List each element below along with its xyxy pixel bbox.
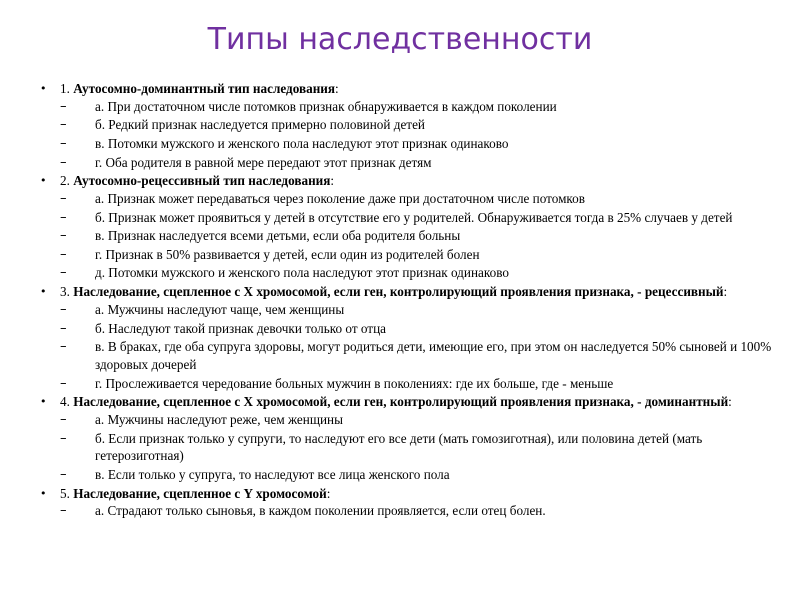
list-item: – а. Признак может передаваться через поколение даже при достаточном числе потомков: [60, 191, 585, 207]
bullet-icon: •: [40, 395, 47, 409]
bullet-icon: •: [40, 82, 47, 95]
section-heading-suffix: :: [728, 394, 732, 410]
section-heading: [60, 393, 780, 411]
section-heading-suffix: :: [326, 485, 331, 501]
section-heading-text: Наследование, сцепленное с Y хромосомой: [73, 485, 327, 501]
section-items: [60, 502, 780, 520]
list-item: – в. Если только у супруга, то наследуют все лица женского пола: [60, 466, 450, 482]
section-3: [40, 283, 780, 392]
section-heading-text: Наследование, сцепленное с X хромосомой, если ген, контролирующий проявления признака, - рецессивный: [73, 284, 724, 300]
section-items: [60, 190, 780, 282]
section-heading: [60, 80, 780, 98]
section-items: [60, 411, 780, 484]
list-item: – б. Признак может проявиться у детей в отсутствие его у родителей. Обнаруживается тогда в 25% случаев у детей: [60, 209, 733, 225]
list-item: – б. Редкий признак наследуется примерно половиной детей: [60, 117, 425, 133]
section-4: [40, 393, 780, 484]
section-1: [40, 80, 780, 171]
dash-icon: –: [60, 466, 67, 482]
section-heading-text: Наследование, сцепленное с X хромосомой, если ген, контролирующий проявления признака, - доминантный: [73, 394, 729, 410]
dash-icon: –: [60, 135, 67, 151]
list-item: – в. Потомки мужского и женского пола наследуют этот признак одинаково: [60, 135, 509, 151]
dash-icon: –: [60, 301, 67, 317]
section-5: [40, 485, 780, 521]
section-number: 4.: [60, 394, 70, 410]
section-heading: [60, 172, 780, 190]
inheritance-types-list: [40, 80, 780, 521]
section-number: 5.: [60, 485, 70, 501]
list-item: – д. Потомки мужского и женского пола наследуют этот признак одинаково: [60, 265, 509, 281]
dash-icon: –: [60, 246, 67, 262]
dash-icon: –: [60, 117, 67, 133]
dash-icon: –: [60, 191, 67, 207]
dash-icon: –: [60, 430, 67, 446]
section-heading-text: Аутосомно-доминантный тип наследования: [73, 81, 336, 96]
list-item: – а. При достаточном числе потомков признак обнаруживается в каждом поколении: [60, 98, 557, 114]
list-item: – б. Если признак только у супруги, то наследуют его все дети (мать гомозиготная), или половина детей (мать гетерозиготная): [60, 430, 703, 464]
dash-icon: –: [60, 265, 67, 281]
dash-icon: –: [60, 228, 67, 244]
dash-icon: –: [60, 375, 67, 391]
section-heading: [60, 283, 780, 301]
list-item: – б. Наследуют такой признак девочки только от отца: [60, 320, 386, 336]
section-number: 1.: [60, 81, 70, 96]
dash-icon: –: [60, 339, 67, 355]
bullet-icon: •: [40, 486, 47, 500]
dash-icon: –: [60, 98, 67, 114]
dash-icon: –: [60, 209, 67, 225]
list-item: – г. Прослеживается чередование больных мужчин в поколениях: где их больше, где - меньше: [60, 375, 614, 391]
section-heading-suffix: :: [335, 81, 339, 96]
bullet-icon: •: [40, 174, 47, 188]
dash-icon: –: [60, 411, 67, 427]
list-item: – а. Страдают только сыновья, в каждом поколении проявляется, если отец болен.: [60, 503, 546, 519]
section-number: 2.: [60, 173, 70, 189]
section-items: [60, 301, 780, 392]
dash-icon: –: [60, 320, 67, 336]
list-item: – а. Мужчины наследуют чаще, чем женщины: [60, 301, 345, 317]
section-heading-suffix: :: [723, 284, 728, 300]
section-heading-text: Аутосомно-рецессивный тип наследования: [73, 173, 331, 189]
section-2: [40, 172, 780, 282]
slide-title: Типы наследственности: [207, 22, 593, 57]
list-item: – г. Оба родителя в равной мере передают этот признак детям: [60, 154, 432, 170]
list-item: – а. Мужчины наследуют реже, чем женщины: [60, 411, 343, 427]
dash-icon: –: [60, 154, 67, 170]
list-item: – в. Признак наследуется всеми детьми, если оба родителя больны: [60, 228, 461, 244]
section-number: 3.: [60, 284, 70, 300]
section-items: [60, 98, 780, 172]
section-heading: [60, 485, 780, 503]
list-item: – г. Признак в 50% развивается у детей, если один из родителей болен: [60, 246, 480, 262]
list-item: – в. В браках, где оба супруга здоровы, могут родиться дети, имеющие его, при этом он наследуется 50% сыновей и 100% здоровых дочерей: [60, 339, 772, 372]
bullet-icon: •: [40, 285, 47, 299]
section-heading-suffix: :: [330, 173, 335, 189]
dash-icon: –: [60, 503, 67, 519]
